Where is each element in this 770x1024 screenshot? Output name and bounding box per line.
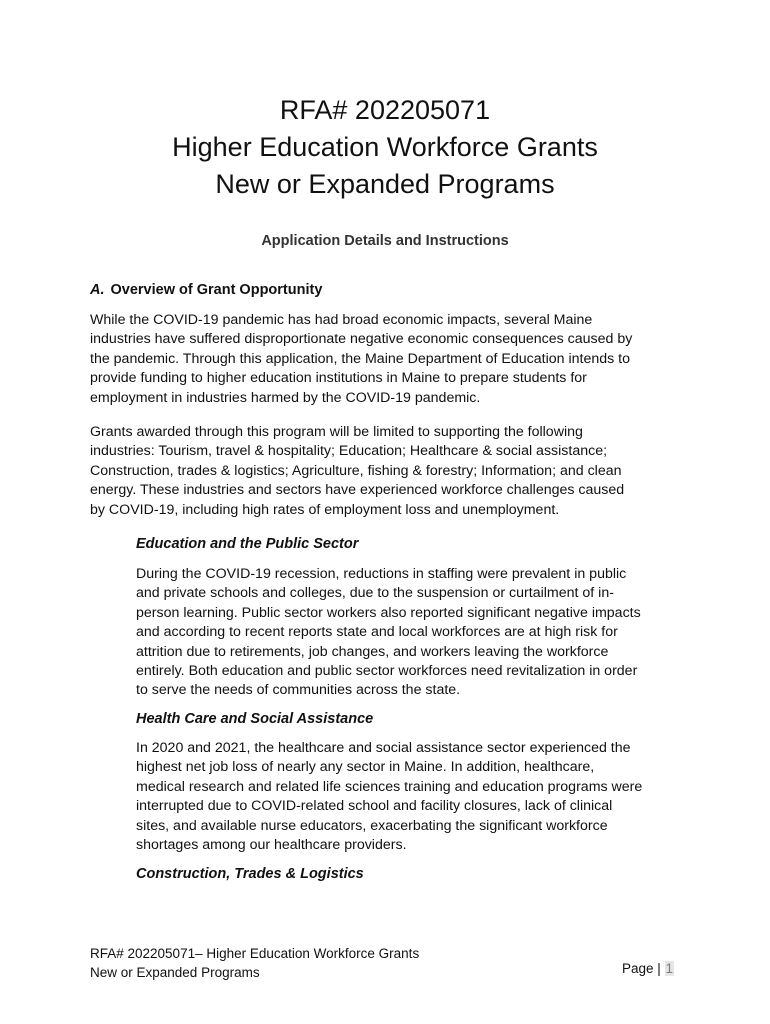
text-line: medical research and related life sciences training and education programs were — [136, 778, 643, 795]
text-line: industries have suffered disproportionate negative economic consequences caused by — [90, 331, 633, 348]
text-line: Construction, trades & logistics; Agriculture, fishing & forestry; Information; and clean — [90, 462, 622, 479]
overview-paragraph-1 — [90, 311, 680, 408]
section-a-letter: A. — [90, 282, 105, 298]
text-line: the pandemic. Through this application, the Maine Department of Education intends to — [90, 350, 630, 367]
section-a-heading — [90, 282, 322, 298]
title-program-name: Higher Education Workforce Grants — [172, 132, 598, 162]
health-heading: Health Care and Social Assistance — [136, 711, 374, 727]
education-paragraph — [136, 565, 681, 701]
text-line: Grants awarded through this program will be limited to supporting the following — [90, 424, 583, 440]
page-number: 1 — [665, 961, 674, 976]
text-line: entirely. Both education and public sector workforces need revitalization in order — [136, 663, 638, 680]
text-line: interrupted due to COVID-related school and facility closures, lack of clinical — [136, 798, 613, 815]
text-line: by COVID-19, including high rates of employment loss and unemployment. — [90, 501, 560, 518]
footer-line-2: New or Expanded Programs — [90, 965, 260, 980]
education-heading: Education and the Public Sector — [136, 536, 359, 552]
footer-document-title — [90, 944, 419, 982]
text-line: and private schools and colleges, due to the suspension or curtailment of in- — [136, 585, 614, 602]
text-line: While the COVID-19 pandemic has had broad economic impacts, several Maine — [90, 312, 593, 328]
footer-line-1: RFA# 202205071– Higher Education Workforce Grants — [90, 946, 420, 961]
text-line: sites, and available nurse educators, exacerbating the significant workforce — [136, 817, 608, 834]
text-line: In 2020 and 2021, the healthcare and social assistance sector experienced the — [136, 740, 631, 756]
text-line: shortages among our healthcare providers. — [136, 837, 407, 854]
text-line: provide funding to higher education institutions in Maine to prepare students for — [90, 370, 587, 387]
document-subtitle: Application Details and Instructions — [261, 233, 509, 249]
text-line: highest net job loss of nearly any sector in Maine. In addition, healthcare, — [136, 759, 595, 776]
text-line: and according to recent reports state and local workforces are at high risk for — [136, 624, 618, 641]
section-a-title: Overview of Grant Opportunity — [110, 282, 323, 298]
text-line: energy. These industries and sectors have experienced workforce challenges caused — [90, 482, 625, 499]
text-line: industries: Tourism, travel & hospitality; Education; Healthcare & social assistance; — [90, 443, 608, 460]
construction-heading: Construction, Trades & Logistics — [136, 866, 364, 882]
overview-paragraph-2 — [90, 423, 680, 520]
footer-page-indicator — [622, 961, 674, 976]
text-line: attrition due to retirements, job changes, and workers leaving the workforce — [136, 643, 609, 660]
title-rfa-number: RFA# 202205071 — [279, 95, 491, 125]
text-line: person learning. Public sector workers also reported significant negative impacts — [136, 604, 641, 621]
text-line: to serve the needs of communities across the state. — [136, 682, 461, 699]
text-line: employment in industries harmed by the COVID-19 pandemic. — [90, 389, 481, 406]
health-paragraph — [136, 739, 681, 855]
document-title — [0, 92, 770, 203]
page-label: Page | — [622, 961, 665, 976]
text-line: During the COVID-19 recession, reductions in staffing were prevalent in public — [136, 566, 627, 582]
title-program-type: New or Expanded Programs — [215, 169, 555, 199]
